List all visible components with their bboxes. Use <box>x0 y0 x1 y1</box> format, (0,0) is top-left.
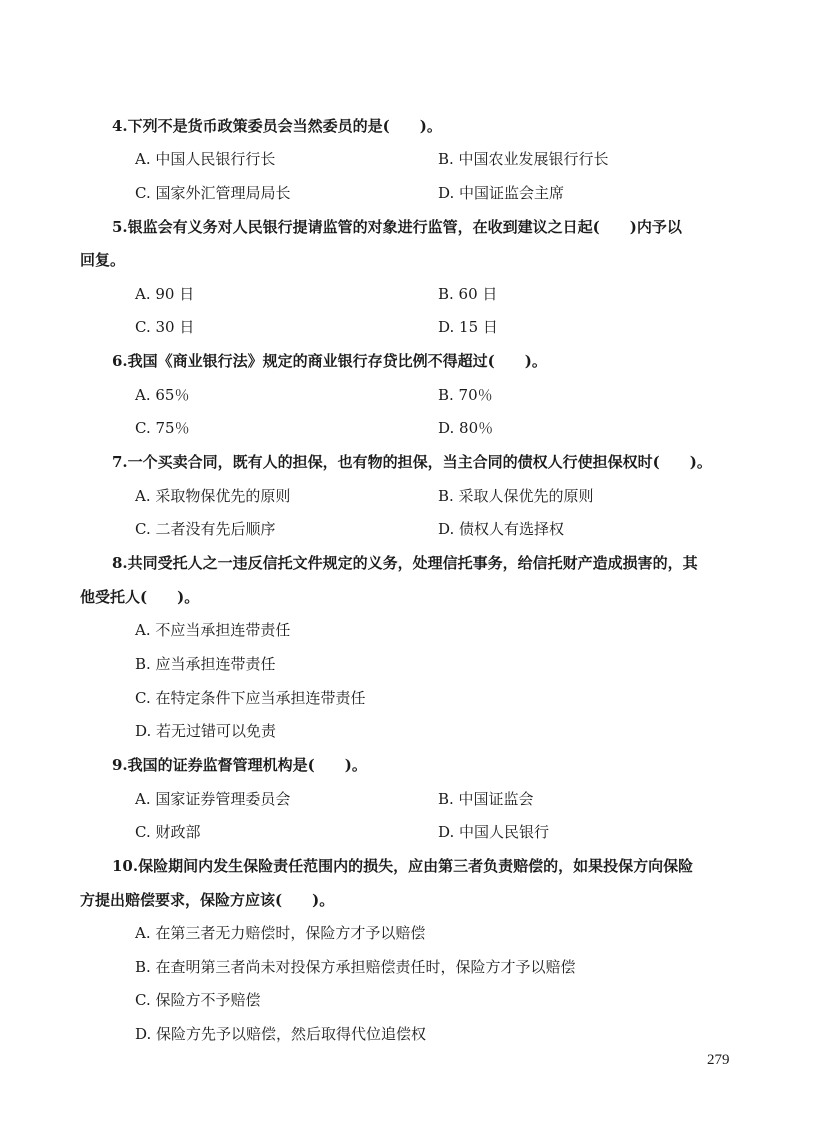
question-9-stem: 9.我国的证券监督管理机构是( )。 <box>112 756 367 774</box>
question-5-option-c: C. 30 日 <box>135 318 195 336</box>
question-8-option-d: D. 若无过错可以免责 <box>135 722 277 740</box>
question-6-option-d: D. 80％ <box>438 419 494 437</box>
question-9-option-b: B. 中国证监会 <box>438 790 534 808</box>
question-4-option-a: A. 中国人民银行行长 <box>135 150 276 168</box>
question-10-stem: 10.保险期间内发生保险责任范围内的损失，应由第三者负责赔偿的，如果投保方向保险 <box>112 857 694 875</box>
question-5-option-b: B. 60 日 <box>438 285 498 303</box>
question-10-option-a: A. 在第三者无力赔偿时，保险方才予以赔偿 <box>135 924 426 942</box>
question-10-stem-continued: 方提出赔偿要求，保险方应该( )。 <box>80 891 335 909</box>
question-5-stem: 5.银监会有义务对人民银行提请监管的对象进行监管，在收到建议之日起( )内予以 <box>112 218 682 236</box>
question-6-stem: 6.我国《商业银行法》规定的商业银行存贷比例不得超过( )。 <box>112 352 547 370</box>
question-6-option-c: C. 75％ <box>135 419 190 437</box>
question-9-option-a: A. 国家证券管理委员会 <box>135 790 291 808</box>
question-5-option-a: A. 90 日 <box>135 285 195 303</box>
question-7-option-b: B. 采取人保优先的原则 <box>438 487 594 505</box>
question-8-option-a: A. 不应当承担连带责任 <box>135 621 291 639</box>
question-9-option-d: D. 中国人民银行 <box>438 823 550 841</box>
page-number: 279 <box>707 1052 730 1068</box>
question-7-option-a: A. 采取物保优先的原则 <box>135 487 291 505</box>
question-6-option-b: B. 70％ <box>438 386 493 404</box>
question-8-option-b: B. 应当承担连带责任 <box>135 655 276 673</box>
question-7-option-d: D. 债权人有选择权 <box>438 520 565 538</box>
question-7-stem: 7.一个买卖合同，既有人的担保，也有物的担保，当主合同的债权人行使担保权时( )。 <box>112 453 712 471</box>
question-4-option-d: D. 中国证监会主席 <box>438 184 565 202</box>
question-5-option-d: D. 15 日 <box>438 318 498 336</box>
question-9-option-c: C. 财政部 <box>135 823 201 841</box>
question-4-stem: 4.下列不是货币政策委员会当然委员的是( )。 <box>112 117 442 135</box>
question-10-option-c: C. 保险方不予赔偿 <box>135 991 261 1009</box>
question-8-stem: 8.共同受托人之一违反信托文件规定的义务，处理信托事务，给信托财产造成损害的，其 <box>112 554 698 572</box>
question-7-option-c: C. 二者没有先后顺序 <box>135 520 276 538</box>
question-10-option-d: D. 保险方先予以赔偿，然后取得代位追偿权 <box>135 1025 427 1043</box>
question-6-option-a: A. 65％ <box>135 386 190 404</box>
question-10-option-b: B. 在查明第三者尚未对投保方承担赔偿责任时，保险方才予以赔偿 <box>135 958 576 976</box>
question-5-stem-continued: 回复。 <box>80 251 126 269</box>
question-4-option-c: C. 国家外汇管理局局长 <box>135 184 291 202</box>
question-4-option-b: B. 中国农业发展银行行长 <box>438 150 609 168</box>
question-8-stem-continued: 他受托人( )。 <box>80 588 200 606</box>
question-8-option-c: C. 在特定条件下应当承担连带责任 <box>135 689 366 707</box>
